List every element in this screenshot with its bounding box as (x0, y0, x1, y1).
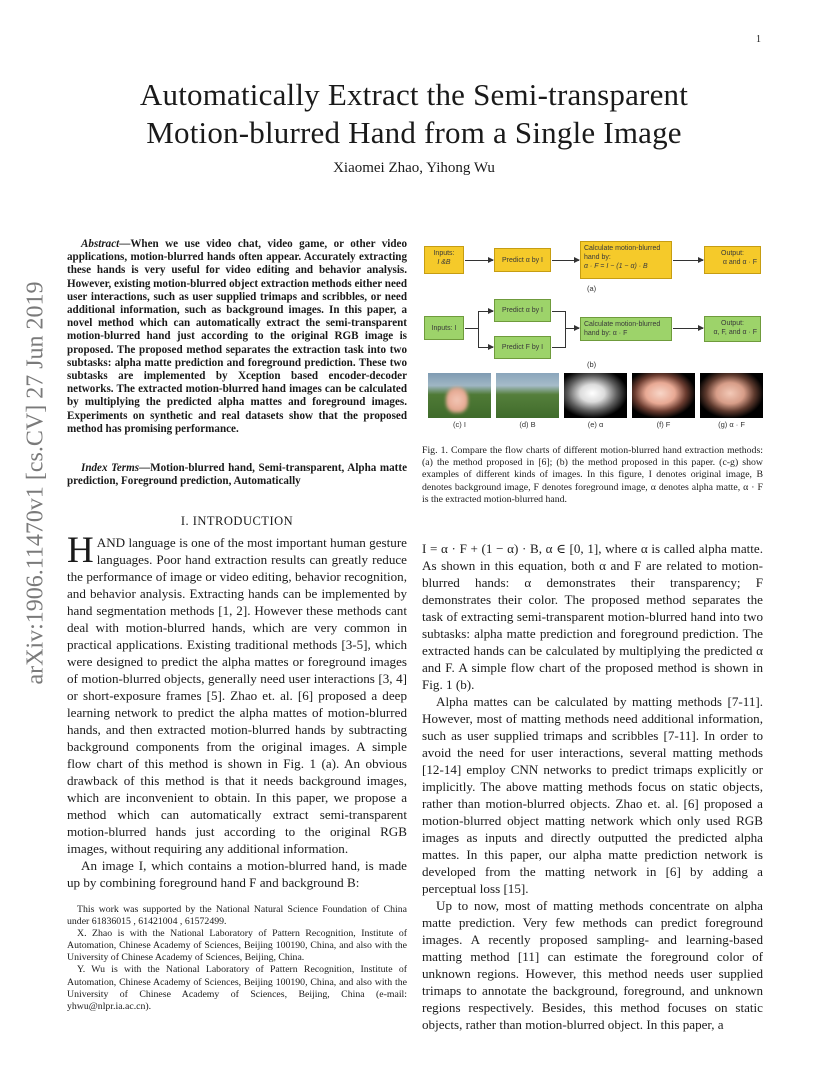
fig-b-arrow-f (478, 347, 493, 348)
fig-b-merge-bottom (552, 347, 565, 348)
footnote-author-2: Y. Wu is with the National Laboratory of Pattern Recognition, Institute of Automation, Chinese Academy of Sciences, Beijing 100190, China, and also with the University of Chinese Academy of Sciences, Beijing, China (e-mail: yhwu@nlpr.ia.ac.cn). (67, 964, 407, 1012)
fig-b-calc-box: Calculate motion-blurred hand by: α · F (580, 317, 672, 341)
fig-b-arrow-out (673, 328, 703, 329)
fig-image-alpha (564, 373, 627, 418)
fig-b-arrow-calc (565, 328, 579, 329)
arxiv-id: arXiv:1906.11470v1 [cs.CV] 27 Jun 2019 (22, 281, 49, 685)
right-paragraph-3: Up to now, most of matting methods concentrate on alpha matte prediction. Very few methods can predict foreground images. A recently proposed sampling- and learning-based matting method [11] can estimate the foreground color of unknown regions. However, this method needs user supplied trimaps to annotate the background, foreground, and unknown regions respectively. Besides, this method focuses on static objects, rather than motion-blurred object. In this paper, a (422, 898, 763, 1032)
authors: Xiaomei Zhao, Yihong Wu (333, 160, 495, 176)
fig-a-predict-box: Predict α by I (494, 248, 551, 272)
title-line-2: Motion-blurred Hand from a Single Image (146, 115, 682, 150)
fig-b-output-value: α, F, and α · F (713, 329, 757, 336)
intro-body (67, 530, 407, 891)
fig-b-output-box (704, 316, 761, 342)
section-heading: I. INTRODUCTION (180, 514, 294, 528)
intro-paragraph-1-text: AND language is one of the most important human gesture languages. Poor hand extraction results can greatly reduce the performance of image or video editing, behavior recognition, and behavior analysis. Extracting hands can be implemented by hand segmentation methods [1, 2]. However these methods cant deal with motion-blurred hands, which are very common in practical applications. Existing traditional methods [3-5], which were designed to predict the alpha mattes or foreground images of motion-blurred objects, generally need user interactions [3, 4] or short-exposure frames [5]. Zhao et. al. [6] proposed a deep learning network to predict the alpha mattes of motion-blurred hands, and then extracted motion-blurred hands by subtracting background components from the original images. A simple flow chart of this method is shown in Fig. 1 (a). An obvious drawback of this method is that it needs background images, which are inconvenient to obtain. In this paper, we propose a method which can automatically extract semi-transparent motion-blurred hands just according to the original RGB images, without requiring any additional information. (67, 535, 407, 856)
drop-cap: H (67, 530, 94, 571)
fig-a-arrow-2 (552, 260, 579, 261)
fig-image-original (428, 373, 491, 418)
right-paragraph-2: Alpha mattes can be calculated by matting methods [7-11]. However, most of matting methods need additional information, such as user supplied trimaps and scribbles [7-11]. In order to avoid the need for user interactions, several matting methods [12-14] employ CNN networks to predict trimaps explicitly or implicitly. The above matting methods focus on static objects, rather than motion-blurred objects. Zhao et. al. [6] proposed a motion-blurred object matting network which only used RGB images as inputs and directly outputted the predicted alpha mattes. In this paper, our alpha matte prediction network is developed from the matting network in [6] by adding a perceptual loss [15]. (422, 694, 763, 896)
fig-a-arrow-1 (465, 260, 493, 261)
right-paragraph-1: I = α · F + (1 − α) · B, α ∈ [0, 1], where α is called alpha matte. As shown in this equation, both α and F are related to motion-blurred hands: α demonstrates their transparency; F demonstrates their color. The proposed method separates the task of extracting semi-transparent motion-blurred hand into two subtasks: alpha matte prediction and foreground prediction. The extracted hands can be calculated by multiplying the predicted α and F. A simple flow chart of the proposed method is shown in Fig. 1 (b). (422, 541, 763, 692)
fig-a-output-label: Output: (721, 250, 744, 257)
fig-image-background (496, 373, 559, 418)
abstract-lead: Abstract (81, 238, 120, 250)
index-terms-text: —Motion-blurred hand, Semi-transparent, Alpha matte prediction, Foreground prediction, Automatically (67, 462, 407, 488)
fig-b-label: (b) (587, 360, 597, 369)
fig-b-merge-vertical (565, 311, 566, 348)
abstract-text: —When we use video chat, video game, or other video applications, motion-blurred hands often appear. Accurately extracting these hands is very useful for video editing and behavior analysis. However, existing motion-blurred object extraction methods either need user interactions, such as user supplied trimaps and scribbles, or need additional information, such as background images. In this paper, a novel method which can automatically extract the semi-transparent motion-blurred hand just according to the original RGB image is proposed. The proposed method separates the extraction task into two subtasks: alpha matte prediction and foreground prediction. These two subtasks are implemented by Xception based encoder-decoder networks. The extracted motion-blurred hand images can be calculated by multiplying the predicted alpha mattes and foreground images. Experiments on synthetic and real datasets show that the proposed method has promising performance. (67, 238, 407, 435)
fig-b-predict-alpha-box: Predict α by I (494, 299, 551, 322)
fig-a-calc-box (580, 241, 672, 279)
paper-title (0, 76, 828, 152)
footnote-funding: This work was supported by the National Natural Science Foundation of China under 61836015 , 61421004 , 61572499. (67, 904, 407, 928)
fig-a-inputs-box (424, 246, 464, 274)
index-terms (67, 462, 407, 488)
fig-label-d: (d) B (519, 420, 536, 429)
fig-a-formula: α · F = I − (1 − α) · B (584, 263, 648, 270)
index-terms-lead: Index Terms (81, 462, 140, 474)
fig-a-output-value: α and α · F (722, 259, 757, 266)
fig-image-extracted-hand (700, 373, 763, 418)
fig-b-output-label: Output: (721, 320, 744, 327)
fig-a-label: (a) (587, 284, 597, 293)
fig-b-arrow-alpha (478, 311, 493, 312)
fig-b-predict-f-box: Predict F by I (494, 336, 551, 359)
fig-label-c: (c) I (453, 420, 466, 429)
fig-a-inputs-value: I &B (437, 259, 451, 266)
right-column-body (422, 540, 763, 1033)
fig-a-inputs-label: Inputs: (433, 250, 455, 257)
figure-caption: Fig. 1. Compare the flow charts of different motion-blurred hand extraction methods: (a) the method proposed in [6]; (b) the method proposed in this paper. (c-g) show examples of different kinds of images. In this figure, I denotes original image, B denotes background image, F denotes foreground image, α denotes alpha matte, α · F is the extracted motion-blurred hand. (422, 445, 763, 505)
figure-1 (422, 238, 763, 434)
fig-label-f: (f) F (656, 420, 671, 429)
intro-paragraph-2: An image I, which contains a motion-blurred hand, is made up by combining foreground hand F and background B: (67, 858, 407, 890)
fig-image-foreground (632, 373, 695, 418)
fig-b-split-vertical (478, 311, 479, 347)
title-line-1: Automatically Extract the Semi-transparent (139, 77, 689, 112)
fig-a-output-box (704, 246, 761, 274)
page-number: 1 (756, 34, 761, 45)
fig-a-arrow-3 (673, 260, 703, 261)
fig-label-e: (e) α (587, 420, 604, 429)
fig-b-inputs-box: Inputs: I (424, 316, 464, 340)
fig-label-g: (g) α · F (718, 420, 745, 429)
intro-paragraph-1 (67, 530, 407, 857)
fig-b-merge-top (552, 311, 565, 312)
fig-a-calc-label: Calculate motion-blurred hand by: (584, 245, 661, 261)
abstract (67, 238, 407, 436)
footnote-author-1: X. Zhao is with the National Laboratory of Pattern Recognition, Institute of Automation, Chinese Academy of Sciences, Beijing 100190, China, and also with the University of Chinese Academy of Sciences, Beijing, China. (67, 928, 407, 964)
arxiv-sidebar (18, 281, 54, 685)
footnotes (67, 904, 407, 1013)
fig-b-split-line (465, 328, 478, 329)
